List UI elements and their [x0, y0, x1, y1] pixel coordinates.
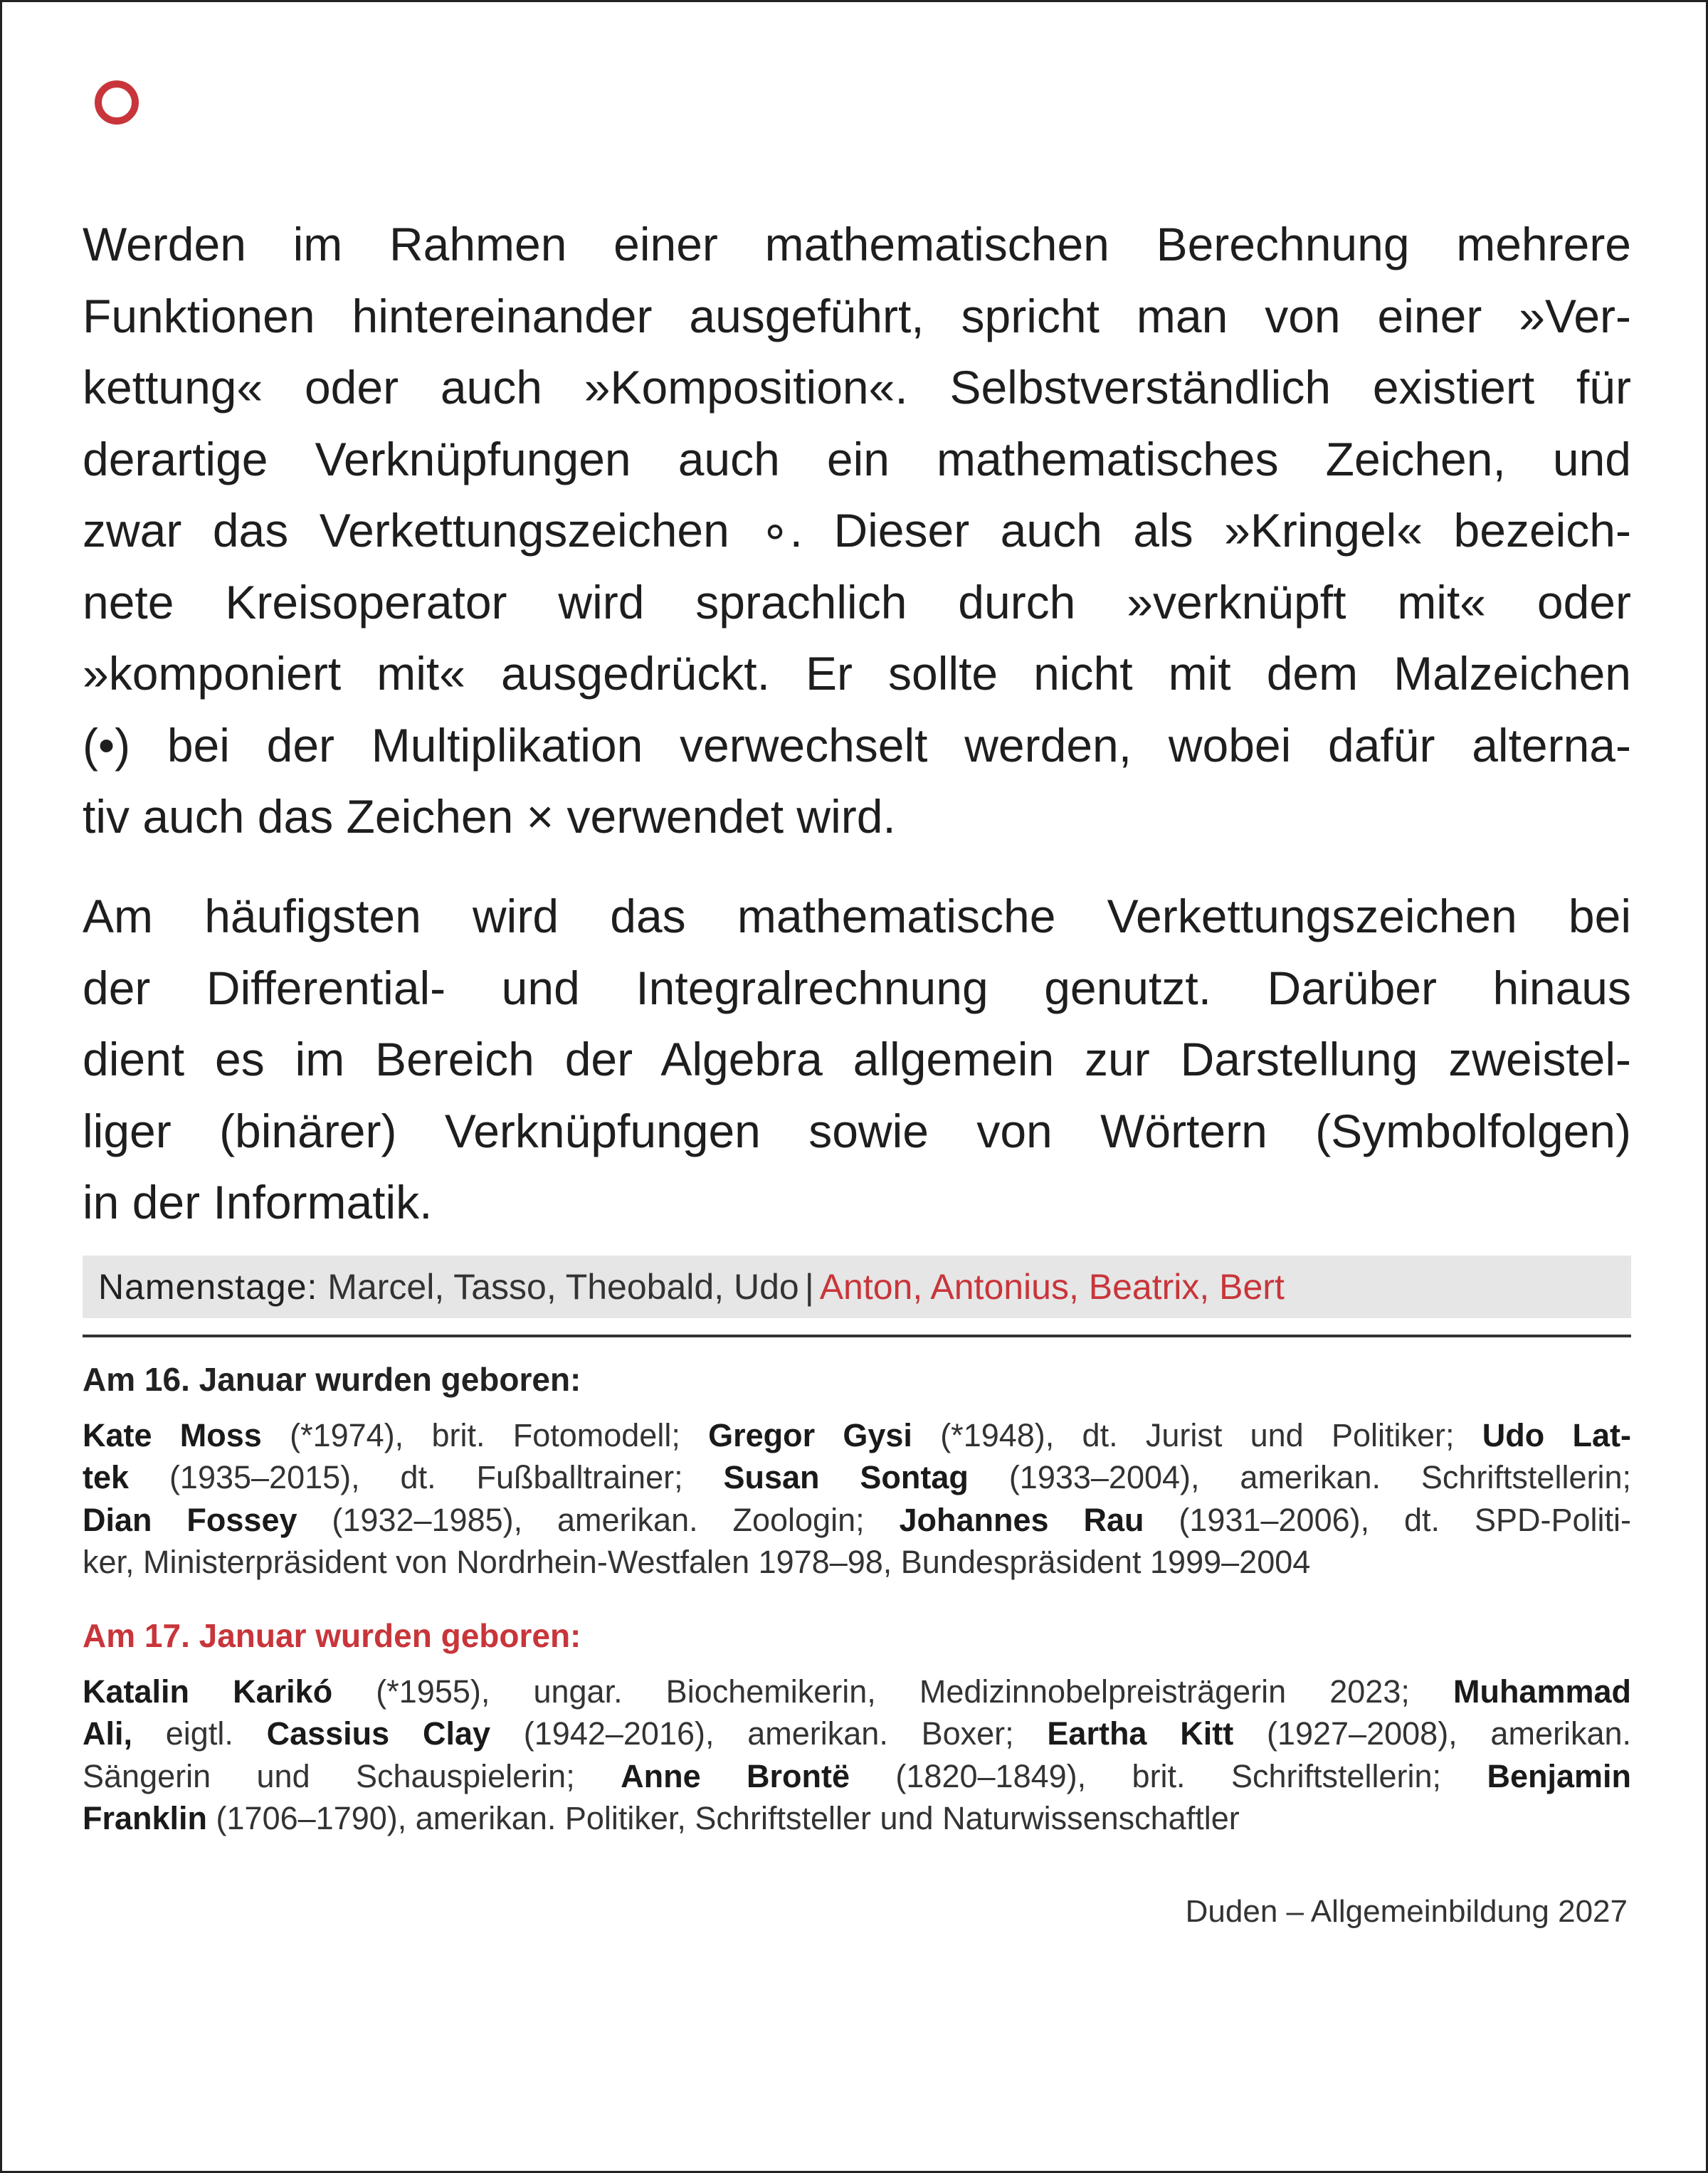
text-line: Werden im Rahmen einer mathematischen Berechnung mehrere [83, 218, 1631, 270]
text-line: der Differential- und Integralrechnung genutzt. Darüber hinaus [83, 961, 1631, 1014]
births-heading-16: Am 16. Januar wurden geboren: [83, 1361, 581, 1398]
bio-line [83, 1670, 1631, 1712]
person-details: (1933–2004), amerikan. Schriftstellerin; [968, 1459, 1631, 1496]
person-details: (1942–2016), amerikan. Boxer; [490, 1715, 1048, 1752]
person-name: Eartha Kitt [1047, 1715, 1234, 1752]
births-heading-17: Am 17. Januar wurden geboren: [83, 1617, 581, 1654]
person-name: Kate Moss [83, 1417, 262, 1453]
person-name: Franklin [83, 1799, 208, 1836]
person-details: (*1955), ungar. Biochemikerin, Medizinnobelpreisträgerin 2023; [332, 1673, 1453, 1710]
namenstage-label: Namenstage: [98, 1267, 318, 1307]
person-details: (1932–1985), amerikan. Zoologin; [297, 1501, 900, 1538]
bio-line [83, 1712, 1631, 1754]
text-line: Am häufigsten wird das mathematische Verkettungszeichen bei [83, 890, 1631, 942]
person-name: Gregor Gysi [708, 1417, 912, 1453]
bio-line [83, 1797, 1631, 1839]
bio-line [83, 1456, 1631, 1498]
text-line: dient es im Bereich der Algebra allgemein zur Darstellung zweistel- [83, 1033, 1631, 1085]
namenstage-separator: | [804, 1267, 814, 1307]
person-details: (*1948), dt. Jurist und Politiker; [912, 1417, 1482, 1453]
person-details: (1931–2006), dt. SPD-Politi- [1144, 1501, 1631, 1538]
bio-line [83, 1755, 1631, 1797]
paragraph-2 [83, 880, 1631, 1238]
person-name: Dian Fossey [83, 1501, 297, 1538]
text-line: zwar das Verkettungszeichen ∘. Dieser auch als »Kringel« bezeich- [83, 504, 1631, 557]
person-name: Cassius Clay [266, 1715, 491, 1752]
ring-operator-icon [95, 80, 139, 125]
text-line: (•) bei der Multiplikation verwechselt werden, wobei dafür alterna- [83, 718, 1631, 772]
person-name: Benjamin [1487, 1757, 1631, 1794]
person-details: (1927–2008), amerikan. [1233, 1715, 1632, 1752]
text-line: in der Informatik. [83, 1176, 433, 1228]
text-line: »komponiert mit« ausgedrückt. Er sollte nicht mit dem Malzeichen [83, 647, 1631, 700]
person-name: Susan Sontag [723, 1459, 969, 1496]
person-details: eigtl. [132, 1715, 267, 1752]
person-name: Udo Lat- [1482, 1417, 1631, 1453]
person-details: (1820–1849), brit. Schriftstellerin; [850, 1757, 1487, 1794]
text-line: liger (binärer) Verknüpfungen sowie von Wörtern (Symbolfolgen) [83, 1104, 1631, 1157]
namenstage-regular: Marcel, Tasso, Theobald, Udo [327, 1267, 799, 1307]
births-list-17 [83, 1670, 1631, 1839]
text-line: Funktionen hintereinander ausgeführt, spricht man von einer »Ver- [83, 289, 1631, 342]
text-line: tiv auch das Zeichen × verwendet wird. [83, 790, 896, 843]
person-name: Katalin Karikó [83, 1673, 333, 1710]
namenstage-highlighted: Anton, Antonius, Beatrix, Bert [819, 1267, 1285, 1307]
person-name: Anne Brontë [621, 1757, 850, 1794]
bio-line [83, 1414, 1631, 1456]
text-line: nete Kreisoperator wird sprachlich durch »verknüpft mit« oder [83, 575, 1631, 628]
footer-source: Duden – Allgemeinbildung 2027 [1185, 1894, 1628, 1929]
person-details: Sängerin und Schauspielerin; [83, 1757, 621, 1794]
text-line: kettung« oder auch »Komposition«. Selbstverständlich existiert für [83, 361, 1631, 414]
person-details: (1706–1790), amerikan. Politiker, Schriftsteller und Naturwissenschaftler [207, 1799, 1240, 1836]
person-details: (*1974), brit. Fotomodell; [261, 1417, 709, 1453]
person-details: (1935–2015), dt. Fußballtrainer; [129, 1459, 724, 1496]
person-name: Ali, [83, 1715, 133, 1752]
births-list-16 [83, 1414, 1631, 1583]
person-name: Johannes Rau [899, 1501, 1144, 1538]
text-line: derartige Verknüpfungen auch ein mathematisches Zeichen, und [83, 432, 1631, 485]
person-name: tek [83, 1459, 130, 1496]
bio-line [83, 1541, 1631, 1583]
person-details: ker, Ministerpräsident von Nordrhein-Westfalen 1978–98, Bundespräsident 1999–2004 [83, 1543, 1311, 1580]
namenstage-box [83, 1256, 1631, 1318]
paragraph-1 [83, 209, 1631, 853]
bio-line [83, 1499, 1631, 1541]
person-name: Muhammad [1453, 1673, 1631, 1710]
divider [83, 1335, 1631, 1337]
